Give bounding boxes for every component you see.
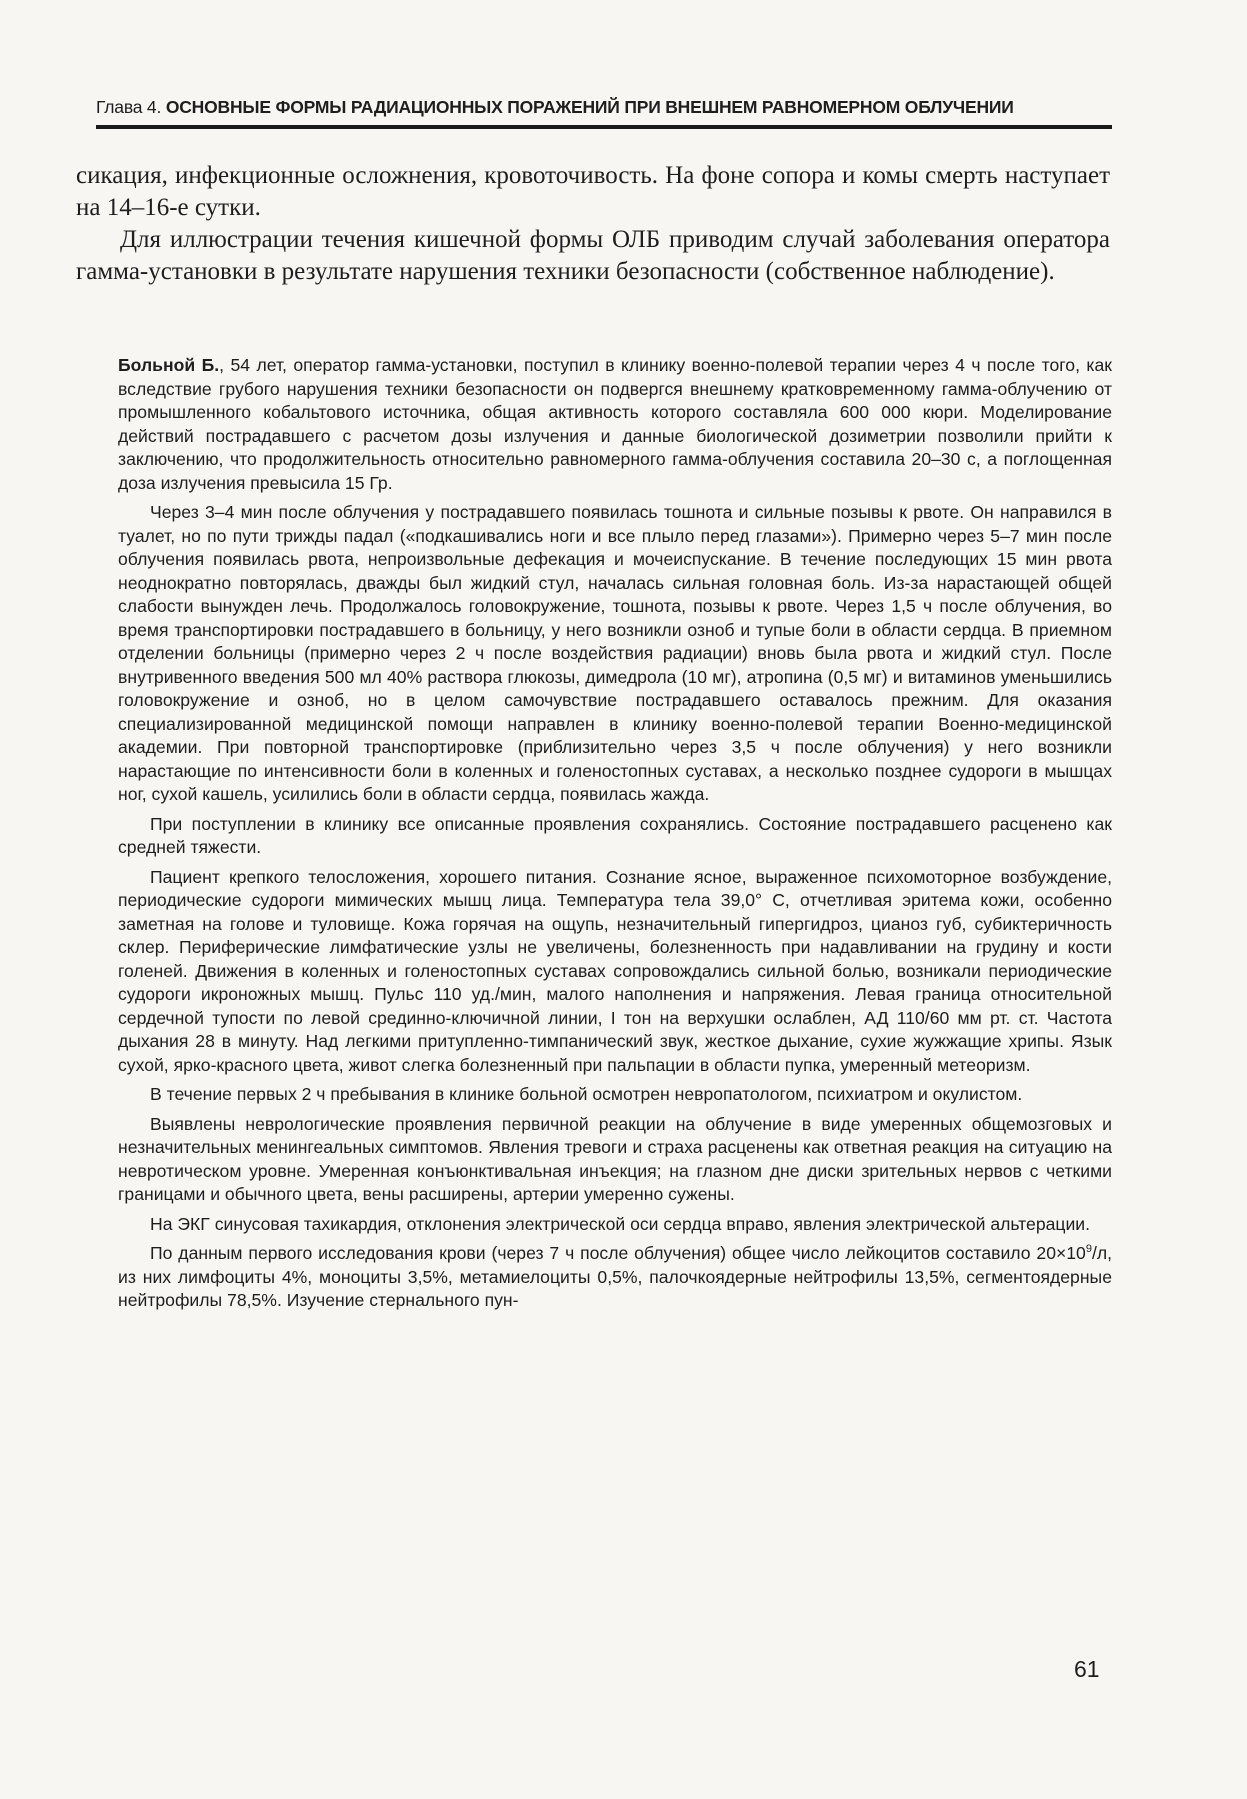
chapter-title: ОСНОВНЫЕ ФОРМЫ РАДИАЦИОННЫХ ПОРАЖЕНИЙ ПРИ ВНЕШНЕМ РАВНОМЕРНОМ ОБЛУЧЕНИИ — [165, 97, 1014, 117]
body-paragraph: На ЭКГ синусовая тахикардия, отклонения электрической оси сердца вправо, явления электрической альтерации. — [150, 1213, 1091, 1234]
exponent: 9 — [1085, 1243, 1092, 1256]
header-rule — [96, 125, 1112, 129]
patient-name: Больной Б. — [118, 355, 220, 375]
body-paragraph: При поступлении в клинику все описанные проявления сохранялись. Состояние пострадавшего расценено как средней тяжести. — [118, 813, 1112, 857]
page-number: 61 — [1074, 1656, 1100, 1682]
case-lead-text: , 54 лет, оператор гамма-установки, поступил в клинику военно-полевой терапии через 4 ч после того, как вследствие грубого нарушения техники безопасности он подвергся внешнему кратковременному гамма-облучению от промышленного кобальтового источника, общая активность которого составляла 600 000 кюри. Моделирование действий пострадавшего с расчетом дозы излучения и данные биологической дозиметрии позволили прийти к заключению, что продолжительность относительно равномерного гамма-облучения составила 20–30 с, а поглощенная доза излучения превысила 15 Гр. — [118, 355, 1112, 493]
intro-text — [76, 160, 1110, 288]
blood-text-b: /л, из них лимфоциты 4%, моноциты 3,5%, метамиелоциты 0,5%, палочкоядерные нейтрофилы 13,5%, сегментоядерные нейтрофилы 78,5%. Изучение стернального пун- — [118, 1243, 1112, 1310]
case-lead-paragraph — [118, 354, 1112, 495]
chapter-label: Глава 4. — [96, 97, 162, 117]
intro-paragraph: сикация, инфекционные осложнения, кровоточивость. На фоне сопора и комы смерть наступает на 14–16-е сутки. — [76, 162, 1110, 221]
running-header — [96, 96, 1112, 118]
blood-paragraph — [118, 1242, 1112, 1313]
body-paragraph: Выявлены неврологические проявления первичной реакции на облучение в виде умеренных общемозговых и незначительных менингеальных симптомов. Явления тревоги и страха расценены как ответная реакция на ситуацию на невротическом уровне. Умеренная конъюнктивальная инъекция; на глазном дне диски зрительных нервов с четкими границами и обычного цвета, вены расширены, артерии умеренно сужены. — [118, 1113, 1112, 1204]
blood-text-a: По данным первого исследования крови (через 7 ч после облучения) общее число лейкоцитов составило 20×10 — [150, 1243, 1086, 1263]
intro-paragraph: Для иллюстрации течения кишечной формы ОЛБ приводим случай заболевания оператора гамма-установки в результате нарушения техники безопасности (собственное наблюдение). — [76, 226, 1110, 285]
body-paragraph: Через 3–4 мин после облучения у пострадавшего появилась тошнота и сильные позывы к рвоте. Он направился в туалет, но по пути трижды падал («подкашивались ноги и все плыло перед глазами»). Примерно через 5–7 мин после облучения появилась рвота, непроизвольные дефекация и мочеиспускание. В течение последующих 15 мин рвота неоднократно повторялась, дважды был жидкий стул, началась сильная головная боль. Из-за нарастающей общей слабости вынужден лечь. Продолжалось головокружение, тошнота, позывы к рвоте. Через 1,5 ч после облучения, во время транспортировки пострадавшего в больницу, у него возникли озноб и тупые боли в области сердца. В приемном отделении больницы (примерно через 2 ч после воздействия радиации) вновь была рвота и жидкий стул. После внутривенного введения 500 мл 40% раствора глюкозы, димедрола (10 мг), атропина (0,5 мг) и витаминов уменьшились головокружение и озноб, но в целом самочувствие пострадавшего оставалось прежним. Для оказания специализированной медицинской помощи направлен в клинику военно-полевой терапии Военно-медицинской академии. При повторной транспортировке (приблизительно через 3,5 ч после облучения) у него возникли нарастающие по интенсивности боли в коленных и голеностопных суставах, а несколько позднее судороги в мышцах ног, сухой кашель, усилились боли в области сердца, появилась жажда. — [118, 502, 1112, 804]
body-paragraph: В течение первых 2 ч пребывания в клинике больной осмотрен невропатологом, психиатром и окулистом. — [150, 1084, 1023, 1104]
body-paragraph: Пациент крепкого телосложения, хорошего питания. Сознание ясное, выраженное психомоторное возбуждение, периодические судороги мимических мышц лица. Температура тела 39,0° С, отчетливая эритема кожи, особенно заметная на голове и туловище. Кожа горячая на ощупь, незначительный гипергидроз, цианоз губ, субиктеричность склер. Периферические лимфатические узлы не увеличены, болезненность при надавливании на грудину и кости голеней. Движения в коленных и голеностопных суставах сопровождались сильной болью, возникали периодические судороги икроножных мышц. Пульс 110 уд./мин, малого наполнения и напряжения. Левая граница относительной сердечной тупости по левой срединно-ключичной линии, I тон на верхушки ослаблен, АД 110/60 мм рт. ст. Частота дыхания 28 в минуту. Над легкими притупленно-тимпанический звук, жесткое дыхание, сухие жужжащие хрипы. Язык сухой, ярко-красного цвета, живот слегка болезненный при пальпации в области пупка, умеренный метеоризм. — [118, 866, 1112, 1075]
case-report — [118, 354, 1112, 1319]
